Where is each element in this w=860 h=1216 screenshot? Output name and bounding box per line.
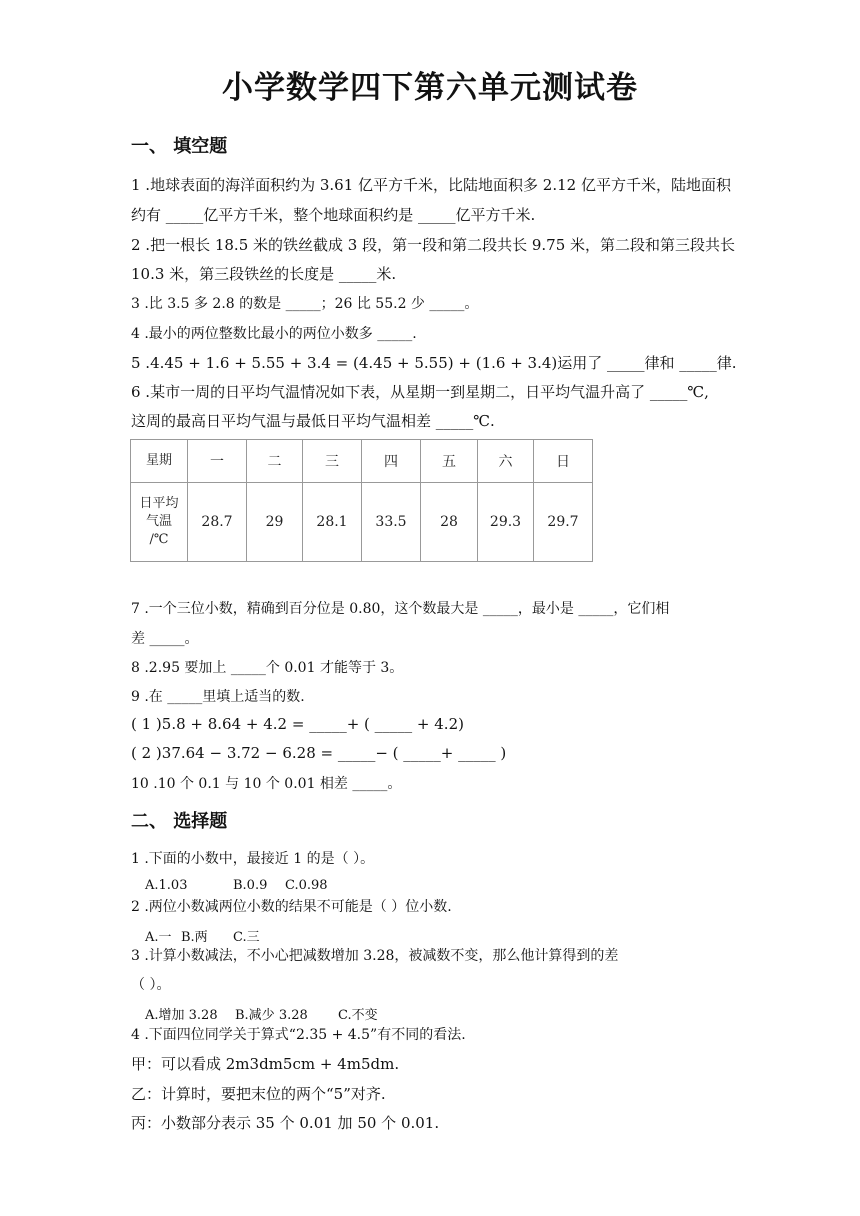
question-5: 5 .4.45 + 1.6 + 5.55 + 3.4 = (4.45 + 5.55) + (1.6 + 3.4)运用了 _____律和 _____律. [131,354,737,372]
table-header-row [131,440,593,483]
table-value-cell: 28.7 [188,483,247,562]
question-8: 8 .2.95 要加上 _____个 0.01 才能等于 3。 [131,660,404,676]
question-1-line-1: 1 .地球表面的海洋面积约为 3.61 亿平方千米，比陆地面积多 2.12 亿平方千米，陆地面积 [131,176,731,194]
table-day-cell: 三 [303,440,362,483]
question-2-line-1: 2 .把一根长 18.5 米的铁丝截成 3 段，第一段和第二段共长 9.75 米，第二段和第三段共长 [131,236,736,254]
choice-4-view-bing: 丙：小数部分表示 35 个 0.01 加 50 个 0.01. [131,1114,440,1132]
question-3: 3 .比 3.5 多 2.8 的数是 _____；26 比 55.2 少 _____。 [131,296,479,312]
choice-4-view-jia: 甲：可以看成 2m3dm5cm + 4m5dm. [131,1055,400,1073]
page-title: 小学数学四下第六单元测试卷 [222,70,638,106]
table-day-cell: 五 [421,440,478,483]
table-row-label-line: /℃ [149,532,169,547]
choice-1-option-c: C.0.98 [285,878,328,893]
question-1-line-2: 约有 _____亿平方千米，整个地球面积约是 _____亿平方千米. [131,206,536,224]
table-row-label [131,483,188,562]
temperature-table [130,439,593,562]
table-value-cell: 28 [421,483,478,562]
table-day-cell: 一 [188,440,247,483]
choice-1-option-a: A.1.03 [145,878,188,893]
choice-1-option-b: B.0.9 [233,878,268,893]
choice-4-view-yi: 乙：计算时，要把末位的两个“5”对齐. [131,1085,386,1103]
question-6-line-2: 这周的最高日平均气温与最低日平均气温相差 _____℃. [131,412,495,430]
question-2-line-2: 10.3 米，第三段铁丝的长度是 _____米. [131,265,397,283]
table-header-label: 星期 [131,440,188,483]
choice-3-line-1: 3 .计算小数减法，不小心把减数增加 3.28，被减数不变，那么他计算得到的差 [131,948,619,964]
table-value-cell: 33.5 [362,483,421,562]
question-7-line-2: 差 _____。 [131,631,199,647]
table-row-label-line: 日平均 [139,496,179,511]
table-value-cell: 29.7 [534,483,593,562]
table-value-cell: 29 [247,483,303,562]
choice-1-stem: 1 .下面的小数中，最接近 1 的是（ ）。 [131,851,375,867]
choice-3-line-2: （ ）。 [131,977,171,993]
question-9-part-2: ( 2 )37.64 − 3.72 − 6.28 = _____− ( _____+ _____ ) [131,744,507,762]
table-day-cell: 四 [362,440,421,483]
table-row-label-line: 气温 [145,514,172,529]
choice-4-stem: 4 .下面四位同学关于算式“2.35 + 4.5”有不同的看法. [131,1027,466,1043]
section-heading-fill-in: 一、 填空题 [131,136,228,157]
question-6-line-1: 6 .某市一周的日平均气温情况如下表，从星期一到星期二，日平均气温升高了 _____℃, [131,383,709,401]
choice-2-option-c: C.三 [233,930,260,945]
choice-2-option-b: B.两 [181,930,208,945]
question-10: 10 .10 个 0.1 与 10 个 0.01 相差 _____。 [131,776,402,792]
choice-3-option-a: A.增加 3.28 [145,1008,218,1023]
question-9-part-1: ( 1 )5.8 + 8.64 + 4.2 = _____+ ( _____ + 4.2) [131,715,464,733]
question-7-line-1: 7 .一个三位小数，精确到百分位是 0.80，这个数最大是 _____，最小是 _____，它们相 [131,601,670,617]
table-day-cell: 六 [478,440,534,483]
section-heading-choice: 二、 选择题 [131,811,228,832]
question-4: 4 .最小的两位整数比最小的两位小数多 _____. [131,326,417,342]
table-value-row [131,483,593,562]
table-value-cell: 28.1 [303,483,362,562]
table-day-cell: 日 [534,440,593,483]
choice-2-option-a: A.一 [145,930,172,945]
choice-3-option-b: B.减少 3.28 [235,1008,308,1023]
table-day-cell: 二 [247,440,303,483]
choice-2-stem: 2 .两位小数减两位小数的结果不可能是（ ）位小数. [131,899,452,915]
table-value-cell: 29.3 [478,483,534,562]
choice-3-option-c: C.不变 [338,1008,378,1023]
question-9-stem: 9 .在 _____里填上适当的数. [131,689,305,705]
